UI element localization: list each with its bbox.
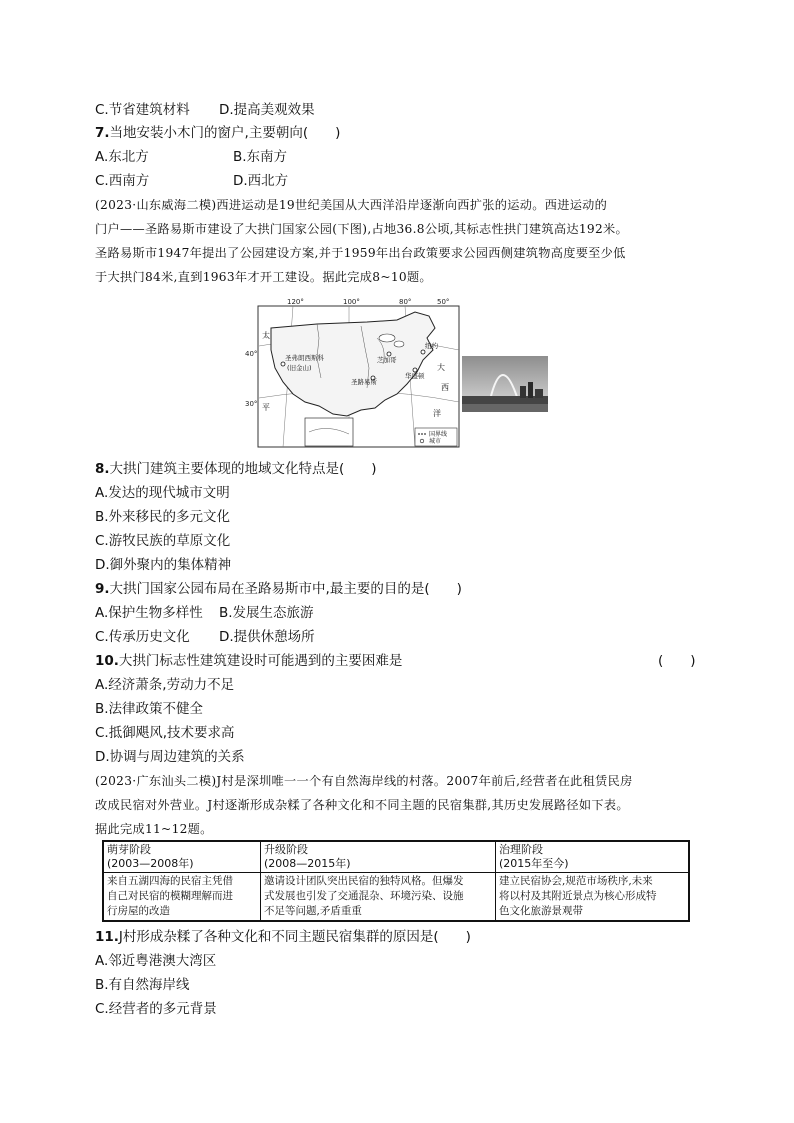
- q8-option-c: C.游牧民族的草原文化: [95, 533, 231, 549]
- lat-label-30: 30°: [245, 400, 258, 408]
- city-label-chicago: 芝加哥: [377, 356, 397, 364]
- q10-stem-text: 大拱门标志性建筑建设时可能遇到的主要困难是: [118, 653, 403, 669]
- header-stage-2-years: (2008—2015年): [264, 857, 351, 870]
- development-stages-table: [102, 840, 690, 922]
- cell-line: 自己对民宿的模糊理解而进: [107, 890, 233, 902]
- ocean-label-pacific-2: 平: [262, 403, 270, 412]
- lon-label-80: 80°: [399, 298, 412, 306]
- gateway-arch-photo: [462, 356, 548, 412]
- city-label-newyork: 纽约: [425, 342, 438, 350]
- header-stage-1: 萌芽阶段: [107, 843, 151, 856]
- cell-line: 色文化旅游景观带: [499, 905, 583, 917]
- q9-options-row2: [95, 628, 315, 646]
- q9-option-c: C.传承历史文化: [95, 629, 190, 645]
- passage2-line3: 据此完成11~12题。: [95, 822, 213, 836]
- table-header-row: [103, 841, 689, 873]
- q8-option-b: B.外来移民的多元文化: [95, 509, 231, 525]
- q9-options-row1: [95, 604, 314, 622]
- q7-option-a: A.东北方: [95, 149, 149, 165]
- table-cell: [103, 873, 261, 922]
- q8-option-a: A.发达的现代城市文明: [95, 485, 230, 501]
- passage1-line1: (2023·山东威海二模)西进运动是19世纪美国从大西洋沿岸逐渐向西扩张的运动。西进运动的: [95, 198, 608, 212]
- passage2-line2: 改成民宿对外营业。J村逐渐形成杂糅了各种文化和不同主题的民宿集群,其历史发展路径如下表。: [95, 798, 629, 812]
- ocean-label-atlantic-1: 大: [437, 363, 445, 372]
- q6-option-c: C.节省建筑材料: [95, 102, 190, 118]
- q9-number: 9.: [95, 581, 110, 597]
- q8-stem-text: 大拱门建筑主要体现的地域文化特点是( ): [109, 461, 377, 477]
- q11-option-b: B.有自然海岸线: [95, 977, 190, 993]
- q9-stem: [95, 580, 462, 598]
- table-cell: [261, 873, 496, 922]
- q10-option-b: B.法律政策不健全: [95, 701, 204, 717]
- cell-line: 式发展也引发了交通混杂、环境污染、设施: [264, 890, 464, 902]
- q11-stem: [95, 928, 471, 946]
- header-stage-2: 升级阶段: [264, 843, 308, 856]
- q7-option-b: B.东南方: [233, 149, 288, 165]
- passage1-line4: 于大拱门84米,直到1963年才开工建设。据此完成8~10题。: [95, 270, 432, 284]
- city-label-stlouis: 圣路易斯: [351, 378, 377, 386]
- cell-line: 来自五湖四海的民宿主凭借: [107, 875, 233, 887]
- q7-options-row2: [95, 172, 289, 190]
- q11-stem-text: J村形成杂糅了各种文化和不同主题民宿集群的原因是( ): [118, 929, 471, 945]
- legend-city: 城市: [429, 438, 442, 445]
- q10-option-d: D.协调与周边建筑的关系: [95, 749, 245, 765]
- ocean-label-atlantic-3: 洋: [433, 409, 441, 418]
- q6-options: [95, 101, 315, 119]
- cell-line: 将以村及其附近景点为核心形成特: [499, 890, 657, 902]
- q9-option-a: A.保护生物多样性: [95, 605, 203, 621]
- q7-option-c: C.西南方: [95, 173, 150, 189]
- q11-option-c: C.经营者的多元背景: [95, 1001, 217, 1017]
- q7-stem-text: 当地安装小木门的窗户,主要朝向( ): [109, 125, 341, 141]
- ocean-label-pacific-1: 太: [262, 331, 270, 340]
- table-cell: [496, 873, 690, 922]
- q6-option-d: D.提高美观效果: [219, 102, 315, 118]
- q8-stem: [95, 460, 377, 478]
- q10-option-c: C.抵御飓风,技术要求高: [95, 725, 235, 741]
- city-label-sf-cn: (旧金山): [287, 364, 312, 372]
- header-stage-3: 治理阶段: [499, 843, 543, 856]
- ocean-label-atlantic-2: 西: [441, 383, 449, 392]
- q7-stem: [95, 124, 340, 142]
- city-label-sf: 圣弗朗西斯科: [285, 354, 324, 362]
- legend-border: 国界线: [429, 431, 448, 438]
- table-row: [103, 873, 689, 922]
- lat-label-40: 40°: [245, 350, 258, 358]
- q9-option-d: D.提供休憩场所: [219, 629, 315, 645]
- cell-line: 建立民宿协会,规范市场秩序,未来: [499, 875, 653, 887]
- q7-option-d: D.西北方: [233, 173, 289, 189]
- lon-label-120: 120°: [287, 298, 304, 306]
- cell-line: 不足等问题,矛盾重重: [264, 905, 362, 917]
- q10-stem: [95, 652, 402, 670]
- passage1-line3: 圣路易斯市1947年提出了公园建设方案,并于1959年出台政策要求公园西侧建筑物高度要至少低: [95, 246, 626, 260]
- q10-answer-paren: ( ): [658, 653, 696, 669]
- q8-number: 8.: [95, 461, 110, 477]
- q10-option-a: A.经济萧条,劳动力不足: [95, 677, 235, 693]
- q11-number: 11.: [95, 929, 119, 945]
- cell-line: 邀请设计团队突出民宿的独特风格。但爆发: [264, 875, 464, 887]
- q7-number: 7.: [95, 125, 110, 141]
- lon-label-100: 100°: [343, 298, 360, 306]
- q8-option-d: D.御外聚内的集体精神: [95, 557, 232, 573]
- table-header-cell: [261, 841, 496, 873]
- passage1-line2: 门户——圣路易斯市建设了大拱门国家公园(下图),占地36.8公顷,其标志性拱门建筑高达192米。: [95, 222, 628, 236]
- q9-stem-text: 大拱门国家公园布局在圣路易斯市中,最主要的目的是( ): [109, 581, 462, 597]
- q9-option-b: B.发展生态旅游: [219, 605, 314, 621]
- table-header-cell: [103, 841, 261, 873]
- city-label-washington: 华盛顿: [405, 372, 425, 380]
- passage2-line1: (2023·广东汕头二模)J村是深圳唯一一个有自然海岸线的村落。2007年前后,经营者在此租赁民房: [95, 774, 633, 788]
- header-stage-3-years: (2015年至今): [499, 857, 569, 870]
- us-map-figure: [245, 298, 460, 448]
- table-header-cell: [496, 841, 690, 873]
- q10-number: 10.: [95, 653, 119, 669]
- q11-option-a: A.邻近粤港澳大湾区: [95, 953, 217, 969]
- lon-label-50: 50°: [437, 298, 450, 306]
- header-stage-1-years: (2003—2008年): [107, 857, 194, 870]
- cell-line: 行房屋的改造: [107, 905, 170, 917]
- q7-options-row1: [95, 148, 288, 166]
